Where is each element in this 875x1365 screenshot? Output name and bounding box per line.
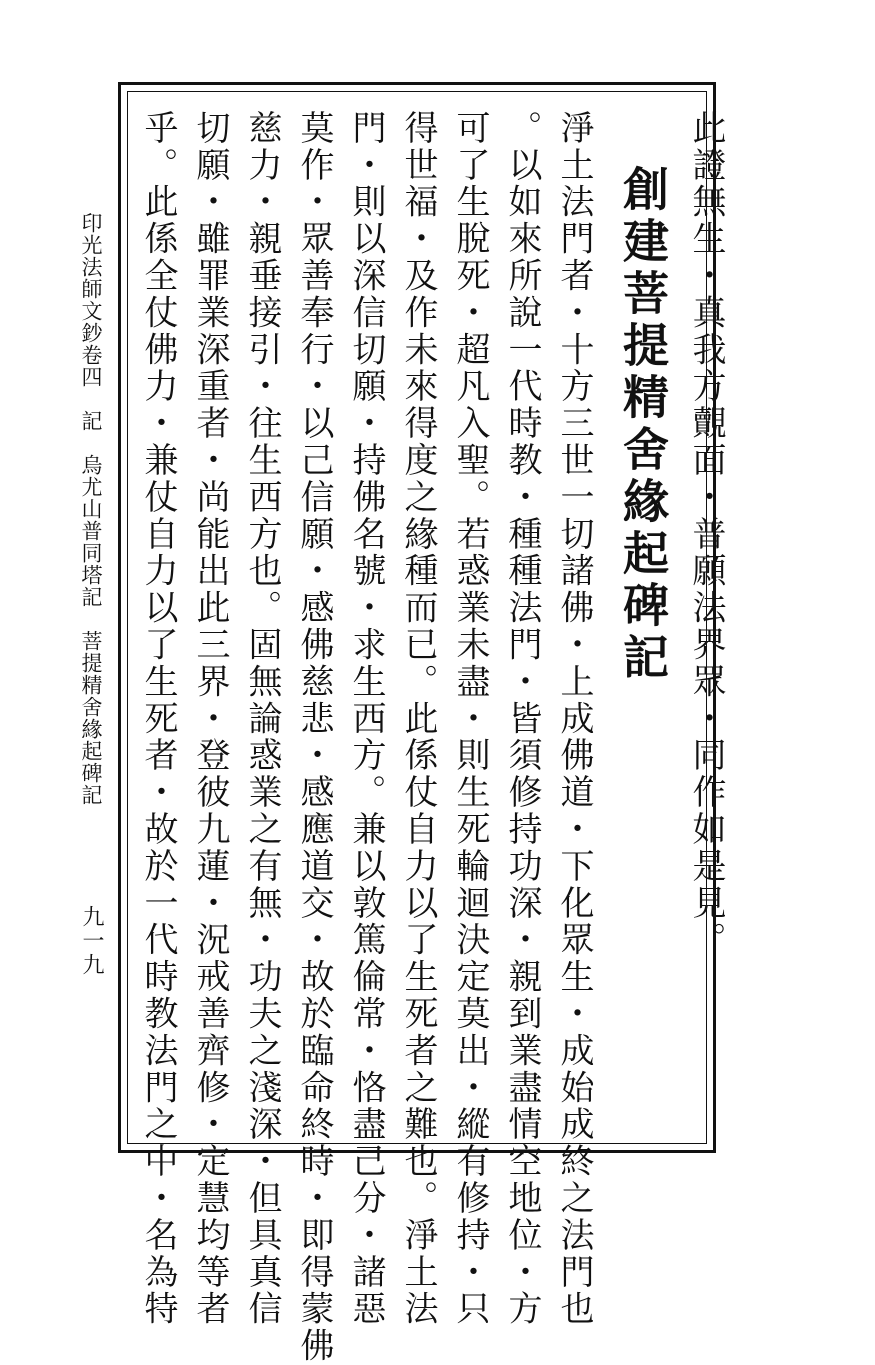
article-title: 創建菩提精舍緣起碑記 [616, 165, 670, 685]
text-column-3: 可了生脫死・超凡入聖。若惑業未盡・則生死輪迴決定莫出・縱有修持・只 [450, 110, 490, 1328]
page-number: 九一九 [79, 905, 104, 977]
text-column-8: 切願・雖罪業深重者・尚能出此三界・登彼九蓮・況戒善齊修・定慧均等者 [190, 110, 230, 1328]
text-column-5: 門・則以深信切願・持佛名號・求生西方。兼以敦篤倫常・恪盡己分・諸惡 [346, 110, 386, 1328]
closing-line: 此證無生・真我方覿面・普願法界眾・同作如是見。 [686, 110, 726, 959]
book-title: 印光法師文鈔卷四 [79, 212, 103, 388]
text-column-7: 慈力・親垂接引・往生西方也。固無論惑業之有無・功夫之淺深・但具真信 [242, 110, 282, 1328]
chapter-titles: 烏尤山普同塔記 菩提精舍緣起碑記 [79, 454, 103, 806]
margin-header [80, 212, 101, 806]
text-column-6: 莫作・眾善奉行・以己信願・感佛慈悲・感應道交・故於臨命終時・即得蒙佛 [294, 110, 334, 1365]
text-column-1: 淨土法門者・十方三世一切諸佛・上成佛道・下化眾生・成始成終之法門也 [554, 110, 594, 1328]
text-column-4: 得世福・及作未來得度之緣種而已。此係仗自力以了生死者之難也。淨土法 [398, 110, 438, 1328]
text-column-9: 乎。此係全仗佛力・兼仗自力以了生死者・故於一代時教法門之中・名為特 [138, 110, 178, 1328]
section-label: 記 [79, 410, 103, 432]
text-column-2: 。以如來所說一代時教・種種法門・皆須修持功深・親到業盡情空地位・方 [502, 110, 542, 1328]
spacer [79, 432, 103, 454]
spacer [79, 388, 103, 410]
